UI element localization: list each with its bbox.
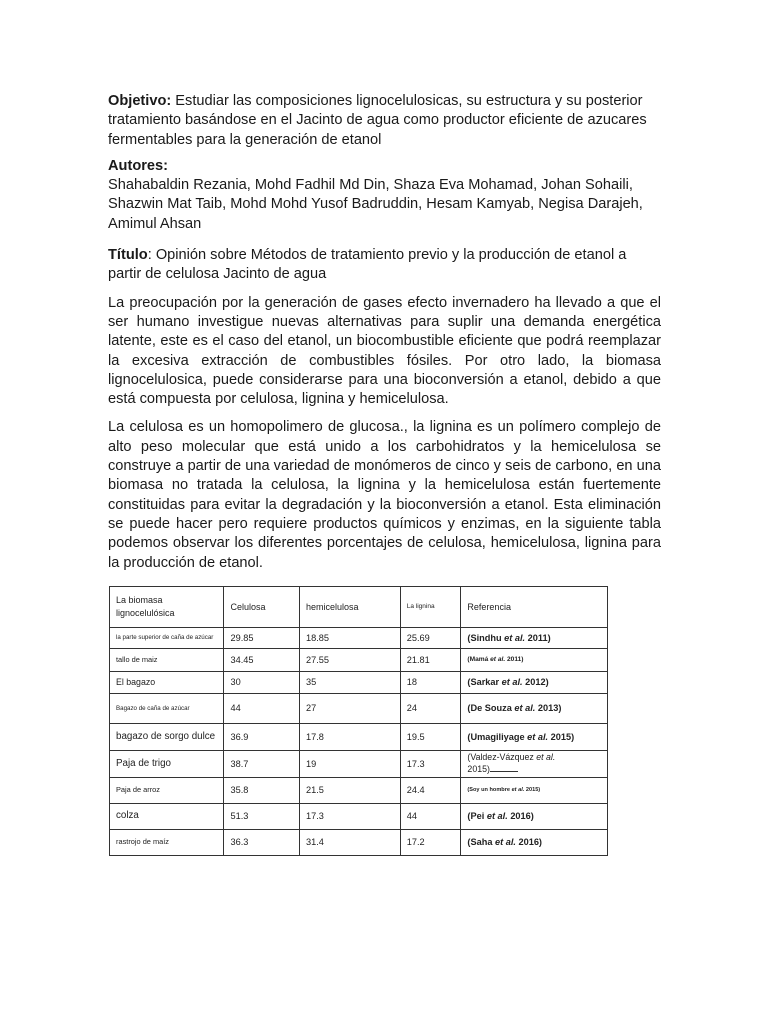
- cell-lignina: 17.3: [400, 750, 461, 777]
- titulo-section: [108, 246, 661, 285]
- table-row: [110, 803, 608, 829]
- cell-hemicelulosa: 21.5: [300, 777, 401, 803]
- cell-hemicelulosa: 17.3: [300, 803, 401, 829]
- cell-hemicelulosa: 35: [300, 671, 401, 693]
- cell-biomasa: Paja de trigo: [110, 750, 224, 777]
- cell-celulosa: 51.3: [224, 803, 300, 829]
- titulo-text: : Opinión sobre Métodos de tratamiento previo y la producción de etanol a partir de celulosa Jacinto de agua: [108, 247, 627, 283]
- cell-biomasa: colza: [110, 803, 224, 829]
- cell-lignina: 25.69: [400, 627, 461, 648]
- header-celulosa: Celulosa: [224, 586, 300, 627]
- cell-hemicelulosa: 27: [300, 693, 401, 723]
- table-row: [110, 829, 608, 855]
- table-row: [110, 671, 608, 693]
- cell-referencia: (Valdez-Vázquez et al. 2015): [461, 750, 608, 777]
- cell-referencia: (Sindhu et al. 2011): [461, 627, 608, 648]
- table-row: [110, 648, 608, 671]
- autores-section: [108, 157, 661, 234]
- cell-biomasa: bagazo de sorgo dulce: [110, 723, 224, 750]
- cell-celulosa: 44: [224, 693, 300, 723]
- cell-celulosa: 35.8: [224, 777, 300, 803]
- cell-biomasa: Paja de arroz: [110, 777, 224, 803]
- header-biomasa: La biomasa lignocelulósica: [110, 586, 224, 627]
- cell-referencia: (Pei et al. 2016): [461, 803, 608, 829]
- objetivo-section: [108, 92, 661, 150]
- cell-celulosa: 29.85: [224, 627, 300, 648]
- header-hemicelulosa: hemicelulosa: [300, 586, 401, 627]
- cell-celulosa: 34.45: [224, 648, 300, 671]
- biomass-table: [109, 586, 608, 856]
- cell-lignina: 24: [400, 693, 461, 723]
- table-row: [110, 777, 608, 803]
- table-row: [110, 627, 608, 648]
- cell-hemicelulosa: 19: [300, 750, 401, 777]
- cell-celulosa: 36.3: [224, 829, 300, 855]
- titulo-label: Título: [108, 247, 148, 264]
- table-row: [110, 723, 608, 750]
- underline-mark: [490, 770, 518, 772]
- cell-lignina: 21.81: [400, 648, 461, 671]
- cell-biomasa: El bagazo: [110, 671, 224, 693]
- header-lignina: La lignina: [400, 586, 461, 627]
- cell-referencia: (Saha et al. 2016): [461, 829, 608, 855]
- autores-label: Autores:: [108, 157, 168, 174]
- cell-referencia: (Mamá et al. 2011): [461, 648, 608, 671]
- cell-referencia: (De Souza et al. 2013): [461, 693, 608, 723]
- cell-celulosa: 36.9: [224, 723, 300, 750]
- table-row: [110, 750, 608, 777]
- cell-lignina: 24.4: [400, 777, 461, 803]
- table-header-row: [110, 586, 608, 627]
- cell-lignina: 17.2: [400, 829, 461, 855]
- cell-hemicelulosa: 27.55: [300, 648, 401, 671]
- autores-text: Shahabaldin Rezania, Mohd Fadhil Md Din, Shaza Eva Mohamad, Johan Sohaili, Shazwin Mat Taib, Mohd Mohd Yusof Badruddin, Hesam Kamyab, Negisa Darajeh, Amimul Ahsan: [108, 177, 643, 232]
- cell-biomasa: tallo de maiz: [110, 648, 224, 671]
- document-page: [108, 92, 661, 856]
- cell-lignina: 19.5: [400, 723, 461, 750]
- cell-hemicelulosa: 17.8: [300, 723, 401, 750]
- cell-celulosa: 38.7: [224, 750, 300, 777]
- header-referencia: Referencia: [461, 586, 608, 627]
- objetivo-text: Estudiar las composiciones lignocelulosicas, su estructura y su posterior tratamiento basándose en el Jacinto de agua como productor eficiente de azucares fermentables para la generación de etanol: [108, 93, 647, 148]
- objetivo-label: Objetivo:: [108, 93, 172, 109]
- cell-referencia: (Umagiliyage et al. 2015): [461, 723, 608, 750]
- cell-referencia: (Sarkar et al. 2012): [461, 671, 608, 693]
- cell-biomasa: Bagazo de caña de azúcar: [110, 693, 224, 723]
- cell-biomasa: rastrojo de maíz: [110, 829, 224, 855]
- table-row: [110, 693, 608, 723]
- cell-hemicelulosa: 18.85: [300, 627, 401, 648]
- cell-referencia: (Soy un hombre et al. 2015): [461, 777, 608, 803]
- cell-biomasa: la parte superior de caña de azúcar: [110, 627, 224, 648]
- cell-hemicelulosa: 31.4: [300, 829, 401, 855]
- cell-lignina: 18: [400, 671, 461, 693]
- cell-lignina: 44: [400, 803, 461, 829]
- paragraph-2: La celulosa es un homopolimero de glucosa., la lignina es un polímero complejo de alto peso molecular que está unido a los carbohidratos y la hemicelulosa se construye a partir de una variedad de monómeros de cinco y seis de carbono, en una biomasa no tratada la celulosa, la lignina y la hemicelulosa están fuertemente constituidas para evitar la degradación y la bioconversión a etanol. Esta eliminación se puede hacer pero requiere productos químicos y enzimas, en la siguiente tabla podemos observar los diferentes porcentajes de celulosa, hemicelulosa, lignina para la producción de etanol.: [108, 419, 661, 571]
- cell-celulosa: 30: [224, 671, 300, 693]
- paragraph-1: La preocupación por la generación de gases efecto invernadero ha llevado a que el ser humano investigue nuevas alternativas para suplir una demanda energética latente, este es el caso del etanol, un biocombustible eficiente que podrá reemplazar la excesiva extracción de combustibles fósiles. Por otro lado, la biomasa lignocelulosica, puede considerarse para una bioconversión a etanol, debido a que está compuesta por celulosa, lignina y hemicelulosa.: [108, 294, 661, 408]
